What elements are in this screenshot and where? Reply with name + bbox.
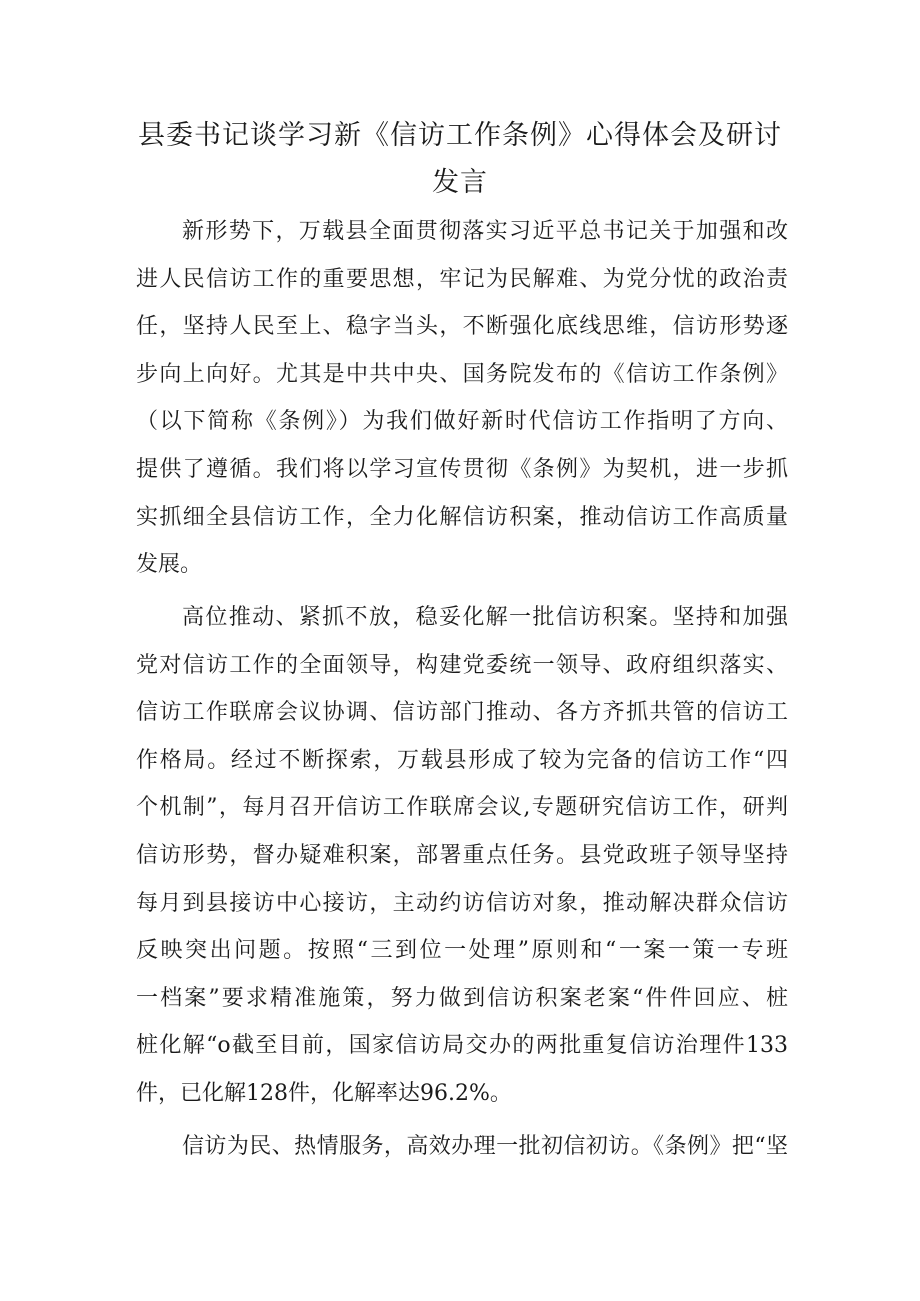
paragraph-line: 件，已化解128件，化解率达96.2%。 <box>136 1081 512 1106</box>
paragraph-line: 每月到县接访中心接访，主动约访信访对象，推动解决群众信访 <box>136 891 788 916</box>
paragraph-line: 实抓细全县信访工作，全力化解信访积案，推动信访工作高质量 <box>136 505 788 530</box>
paragraph-line: 提供了遵循。我们将以学习宣传贯彻《条例》为契机，进一步抓 <box>136 457 788 482</box>
paragraph-line: 新形势下，万载县全面贯彻落实习近平总书记关于加强和改 <box>182 219 788 244</box>
paragraph-line: 信访为民、热情服务，高效办理一批初信初访。《条例》把“坚 <box>182 1134 788 1159</box>
paragraph-line: 步向上向好。尤其是中共中央、国务院发布的《信访工作条例》 <box>136 362 788 387</box>
paragraph-line: （以下简称《条例》）为我们做好新时代信访工作指明了方向、 <box>136 409 788 434</box>
document-title-line-1: 县委书记谈学习新《信访工作条例》心得体会及研讨 <box>138 120 782 151</box>
paragraph-line: 党对信访工作的全面领导，构建党委统一领导、政府组织落实、 <box>136 653 788 678</box>
paragraph-line: 信访形势，督办疑难积案，部署重点任务。县党政班子领导坚持 <box>136 843 788 868</box>
paragraph-line: 个机制”，每月召开信访工作联席会议,专题研究信访工作，研判 <box>136 795 788 820</box>
paragraph-line: 信访工作联席会议协调、信访部门推动、各方齐抓共管的信访工 <box>136 700 788 725</box>
paragraph-line: 进人民信访工作的重要思想，牢记为民解难、为党分忧的政治责 <box>136 267 788 292</box>
paragraph-line: 反映突出问题。按照“三到位一处理”原则和“一案一策一专班 <box>136 938 788 963</box>
document-title-line-2: 发言 <box>432 167 488 198</box>
paragraph-line: 发展。 <box>136 552 203 577</box>
paragraph-line: 作格局。经过不断探索，万载县形成了较为完备的信访工作“四 <box>136 748 788 773</box>
paragraph-line: 桩化解“o截至目前，国家信访局交办的两批重复信访治理件133 <box>136 1033 788 1058</box>
paragraph-line: 任，坚持人民至上、稳字当头，不断强化底线思维，信访形势逐 <box>136 314 788 339</box>
paragraph-line: 一档案”要求精准施策，努力做到信访积案老案“件件回应、桩 <box>136 986 788 1011</box>
paragraph-line: 高位推动、紧抓不放，稳妥化解一批信访积案。坚持和加强 <box>182 605 788 630</box>
